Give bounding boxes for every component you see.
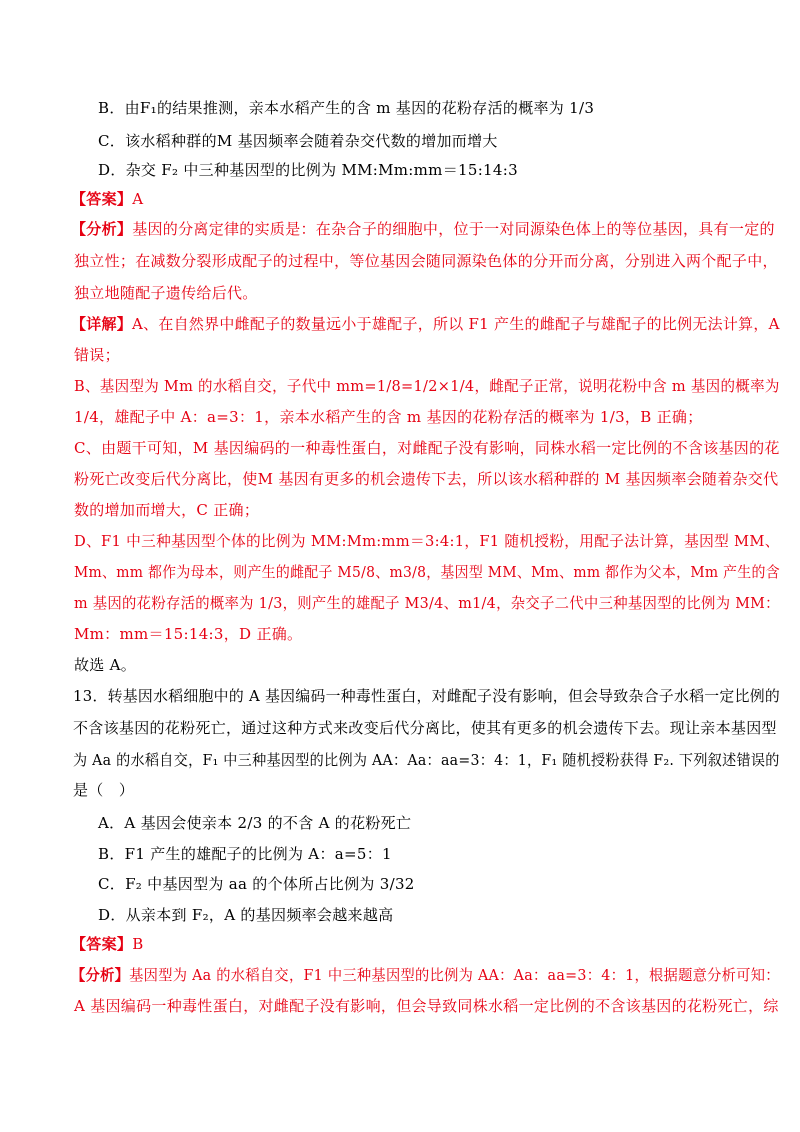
q12-detail-line-7: 数的增加而增大，C 正确； [74,501,260,519]
q12-analysis-line-1 [71,219,775,239]
q12-detail-line-9: Mm、mm 都作为母本，则产生的雌配子 M5/8、m3/8，基因型 MM、Mm、mm 都作为父本，Mm 产生的含 [74,563,780,581]
q13-stem-line-1: 13．转基因水稻细胞中的 A 基因编码一种毒性蛋白，对雌配子没有影响，但会导致杂合子水稻一定比例的 [73,687,781,705]
q12-option-c: C．该水稻种群的M 基因频率会随着杂交代数的增加而增大 [98,132,498,150]
q13-option-a: A．A 基因会使亲本 2/3 的不含 A 的花粉死亡 [98,814,412,832]
q13-analysis-line-1 [71,965,780,985]
answer-tag: 【答案】 [71,190,133,208]
q13-stem-line-3: 为 Aa 的水稻自交，F₁ 中三种基因型的比例为 AA：Aa：aa=3：4：1，F₁ 随机授粉获得 F₂. 下列叙述错误的 [73,751,780,769]
analysis-tag: 【分析】 [71,220,133,238]
q13-option-c: C．F₂ 中基因型为 aa 的个体所占比例为 3/32 [98,875,415,893]
q12-detail-line-3: B、基因型为 Mm 的水稻自交，子代中 mm=1/8=1/2×1/4，雌配子正常，说明花粉中含 m 基因的概率为 [74,377,780,395]
q12-detail-line-5: C、由题干可知，M 基因编码的一种毒性蛋白，对雌配子没有影响，同株水稻一定比例的不含该基因的花 [74,439,780,457]
q13-answer [71,934,144,954]
q12-conclusion: 故选 A。 [74,656,137,674]
q12-detail-line-4: 1/4，雄配子中 A：a=3：1，亲本水稻产生的含 m 基因的花粉存活的概率为 1/3，B 正确； [74,408,703,426]
q12-detail-line-2: 错误； [74,346,120,364]
analysis-tag: 【分析】 [71,966,130,984]
q13-stem-line-2: 不含该基因的花粉死亡，通过这种方式来改变后代分离比，使其有更多的机会遗传下去。现让亲本基因型 [73,719,777,737]
q12-option-b: B．由F₁的结果推测，亲本水稻产生的含 m 基因的花粉存活的概率为 1/3 [98,99,595,117]
answer-tag: 【答案】 [71,935,133,953]
q13-stem-line-4: 是（ ） [73,781,135,799]
answer-value: B [132,935,144,953]
q12-detail-line-6: 粉死亡改变后代分离比，使M 基因有更多的机会遗传下去，所以该水稻种群的 M 基因频率会随着杂交代 [74,470,779,488]
q12-option-d: D．杂交 F₂ 中三种基因型的比例为 MM:Mm:mm＝15:14:3 [98,161,518,179]
q12-analysis-line-3: 独立地随配子遗传给后代。 [74,284,258,302]
q12-detail-line-8: D、F1 中三种基因型个体的比例为 MM:Mm:mm＝3:4:1，F1 随机授粉，用配子法计算，基因型 MM、 [74,532,780,550]
q12-answer [71,189,143,209]
q13-option-d: D．从亲本到 F₂，A 的基因频率会越来越高 [98,906,394,924]
analysis-text: 基因的分离定律的实质是：在杂合子的细胞中，位于一对同源染色体上的等位基因，具有一定的 [132,220,775,238]
q12-detail-line-11: Mm：mm＝15:14:3，D 正确。 [74,625,303,643]
q13-analysis-line-2: A 基因编码一种毒性蛋白，对雌配子没有影响，但会导致同株水稻一定比例的不含该基因的花粉死亡，综 [74,997,779,1015]
q13-option-b: B．F1 产生的雄配子的比例为 A：a=5：1 [98,845,392,863]
detail-tag: 【详解】 [71,315,133,333]
q12-analysis-line-2: 独立性；在减数分裂形成配子的过程中，等位基因会随同源染色体的分开而分离，分别进入两个配子中， [74,252,778,270]
answer-value: A [132,190,144,208]
detail-text: A、在自然界中雌配子的数量远小于雄配子，所以 F1 产生的雌配子与雄配子的比例无法计算，A [132,315,780,333]
q12-detail-line-1 [71,314,780,334]
analysis-text: 基因型为 Aa 的水稻自交，F1 中三种基因型的比例为 AA：Aa：aa=3：4：1，根据题意分析可知： [129,966,780,984]
q12-detail-line-10: m 基因的花粉存活的概率为 1/3，则产生的雄配子 M3/4、m1/4，杂交子二代中三种基因型的比例为 MM： [74,594,780,612]
